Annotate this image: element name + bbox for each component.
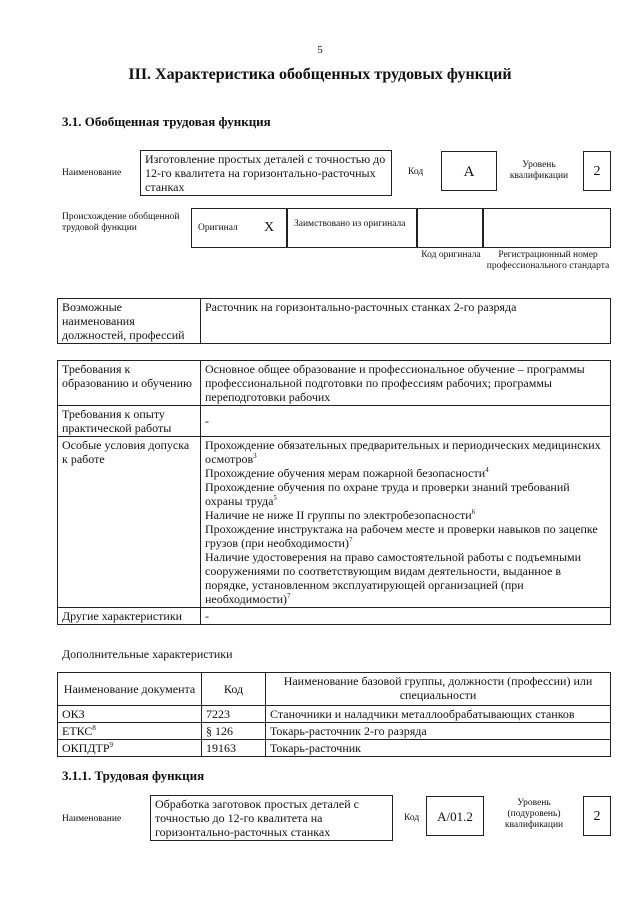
req-label: Требования к опыту практической работы xyxy=(58,406,201,437)
condition-item: Наличие удостоверения на право самостоятельной работы с подъемными сооружениями по соответствующим видам деятельности, выданное в порядке, установленном эксплуатирующей организацией (при необходимости)$^7$ xyxy=(205,550,582,606)
req-value: Основное общее образование и профессиональное обучение – программы профессиональной подготовки по профессиям рабочих; программы переподготовки рабочих xyxy=(201,361,611,406)
page-number: 5 xyxy=(317,44,323,56)
borrowed-cell xyxy=(287,208,417,248)
req-value: - xyxy=(201,608,611,625)
code-caption: Код оригинала xyxy=(421,250,481,260)
function-name-box xyxy=(140,150,392,196)
tf-name-value: Обработка заготовок простых деталей с точностью до 12-го квалитета на горизонтально-расточных станках xyxy=(155,797,359,839)
reg-number-cell xyxy=(483,208,611,248)
doc-cell: ОКЗ xyxy=(58,706,202,723)
col-header-name: Наименование базовой группы, должности (профессии) или специальности xyxy=(266,673,611,706)
tf-level-value: 2 xyxy=(583,796,611,836)
req-label: Требования к образованию и обучению xyxy=(58,361,201,406)
additional-title: Дополнительные характеристики xyxy=(62,647,233,661)
reg-caption: Регистрационный номер профессионального стандарта xyxy=(486,250,610,271)
tf-code-value: А/01.2 xyxy=(426,796,484,836)
col-header-document: Наименование документа xyxy=(58,673,202,706)
original-cell xyxy=(191,208,287,248)
table-row xyxy=(58,740,611,757)
positions-value: Расточник на горизонтально-расточных станках 2-го разряда xyxy=(201,299,611,344)
original-mark: X xyxy=(264,220,275,235)
condition-item: Прохождение обязательных предварительных и периодических медицинских осмотров$^3$ xyxy=(205,438,601,466)
code-cell: § 126 xyxy=(202,723,266,740)
subsection-title-3-1-1: 3.1.1. Трудовая функция xyxy=(62,768,205,783)
requirements-table xyxy=(57,360,611,625)
name-cell: Токарь-расточник 2-го разряда xyxy=(266,723,611,740)
code-value: А xyxy=(441,151,497,191)
section-title: III. Характеристика обобщенных трудовых функций xyxy=(128,66,512,83)
tf-code-label: Код xyxy=(404,813,420,823)
name-cell: Токарь-расточник xyxy=(266,740,611,757)
req-label: Особые условия допуска к работе xyxy=(58,437,201,608)
req-row-education xyxy=(58,361,611,406)
condition-item: Наличие не ниже II группы по электробезопасности$^6$ xyxy=(205,508,476,522)
doc-cell: ОКПДТР$^9$ xyxy=(58,740,202,757)
table-row xyxy=(58,723,611,740)
condition-item: Прохождение обучения по охране труда и проверки знаний требований охраны труда$^5$ xyxy=(205,480,570,508)
tf-name-label: Наименование xyxy=(62,814,122,824)
req-row-other xyxy=(58,608,611,625)
function-name-value: Изготовление простых деталей с точностью до 12-го квалитета на горизонтально-расточных станках xyxy=(145,152,386,194)
condition-item: Прохождение обучения мерам пожарной безопасности$^4$ xyxy=(205,466,489,480)
req-value: - xyxy=(201,406,611,437)
name-cell: Станочники и наладчики металлообрабатывающих станков xyxy=(266,706,611,723)
level-label: Уровень квалификации xyxy=(509,160,569,181)
code-cell: 19163 xyxy=(202,740,266,757)
code-label: Код xyxy=(408,167,424,177)
req-conditions-list xyxy=(201,437,611,608)
req-row-special-conditions xyxy=(58,437,611,608)
table-row xyxy=(58,706,611,723)
req-label: Другие характеристики xyxy=(58,608,201,625)
doc-cell: ЕТКС$^8$ xyxy=(58,723,202,740)
code-cell: 7223 xyxy=(202,706,266,723)
req-row-experience xyxy=(58,406,611,437)
origin-label: Происхождение обобщенной трудовой функции xyxy=(62,212,180,233)
tf-level-label: Уровень (подуровень) квалификации xyxy=(504,798,564,830)
original-label: Оригинал xyxy=(198,223,238,233)
col-header-code: Код xyxy=(202,673,266,706)
additional-table xyxy=(57,672,611,757)
original-code-cell xyxy=(417,208,483,248)
name-label: Наименование xyxy=(62,168,122,178)
condition-item: Прохождение инструктажа на рабочем месте и проверки навыков по зацепке грузов (при необходимости)$^7$ xyxy=(205,522,598,550)
subsection-title-3-1: 3.1. Обобщенная трудовая функция xyxy=(62,114,271,129)
tf-name-box xyxy=(150,795,393,841)
borrowed-label: Заимствовано из оригинала xyxy=(294,219,406,229)
positions-table xyxy=(57,298,611,344)
level-value: 2 xyxy=(583,151,611,191)
additional-header-row xyxy=(58,673,611,706)
positions-label: Возможные наименования должностей, профессий xyxy=(58,299,201,344)
